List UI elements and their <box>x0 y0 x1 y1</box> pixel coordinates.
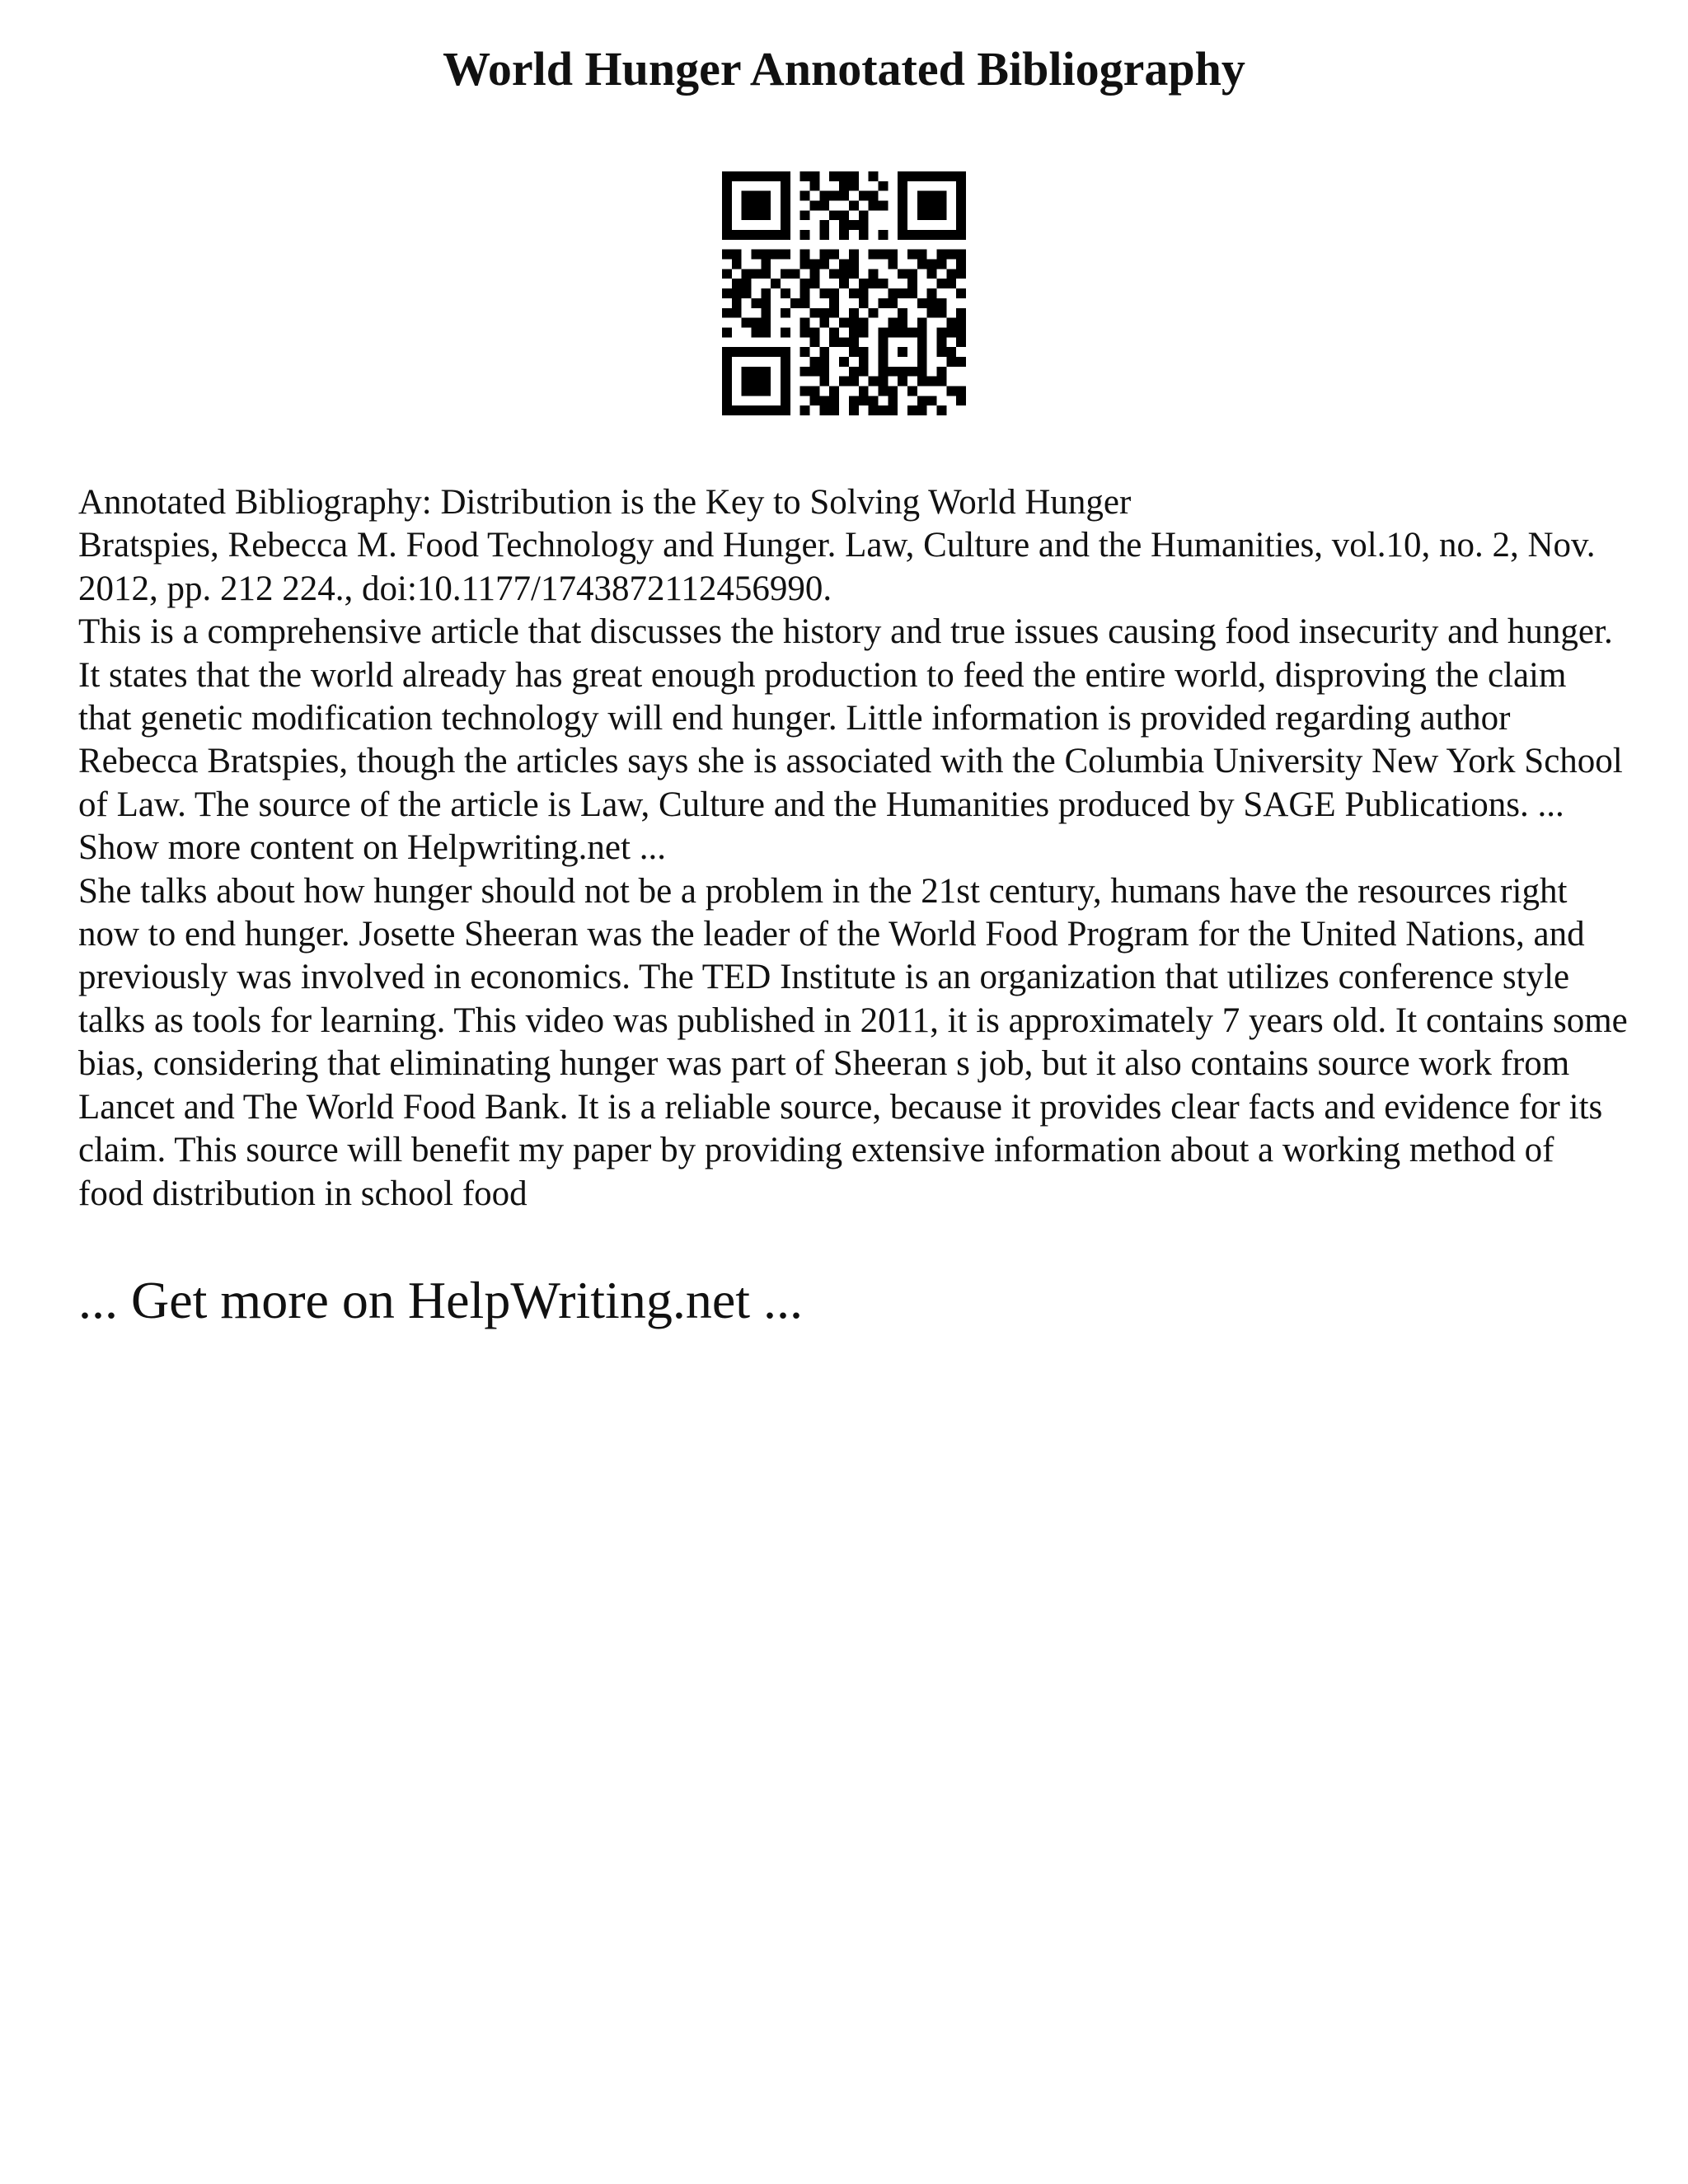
annotation-bratspies: This is a comprehensive article that discusses the history and true issues causing food insecurity and hunger. It states that the world already has great enough production to feed the entire world, disproving the claim that genetic modification technology will end hunger. Little information is provided regarding author Rebecca Bratspies, though the articles says she is associated with the Columbia University New York School of Law. The source of the article is Law, Culture and the Humanities produced by SAGE Publications. ... Show more content on Helpwriting.net ... <box>78 612 1623 868</box>
get-more-link[interactable]: ... Get more on HelpWriting.net ... <box>78 1271 803 1329</box>
document-title: World Hunger Annotated Bibliography <box>443 42 1245 96</box>
qr-code-icon <box>722 171 966 415</box>
bibliography-heading: Annotated Bibliography: Distribution is the Key to Solving World Hunger <box>78 483 1132 522</box>
document-body <box>78 481 1628 1216</box>
annotation-sheeran: She talks about how hunger should not be a problem in the 21st century, humans have the resources right now to end hunger. Josette Sheeran was the leader of the World Food Program for the United Nations, and previously was involved in economics. The TED Institute is an organization that utilizes conference style talks as tools for learning. This video was published in 2011, it is approximately 7 years old. It contains some bias, considering that eliminating hunger was part of Sheeran s job, but it also contains source work from Lancet and The World Food Bank. It is a reliable source, because it provides clear facts and evidence for its claim. This source will benefit my paper by providing extensive information about a working method of food distribution in school food <box>78 871 1628 1213</box>
citation-bratspies: Bratspies, Rebecca M. Food Technology and Hunger. Law, Culture and the Humanities, vol.10, no. 2, Nov. 2012, pp. 212 224., doi:10.1177/1743872112456990. <box>78 526 1596 608</box>
